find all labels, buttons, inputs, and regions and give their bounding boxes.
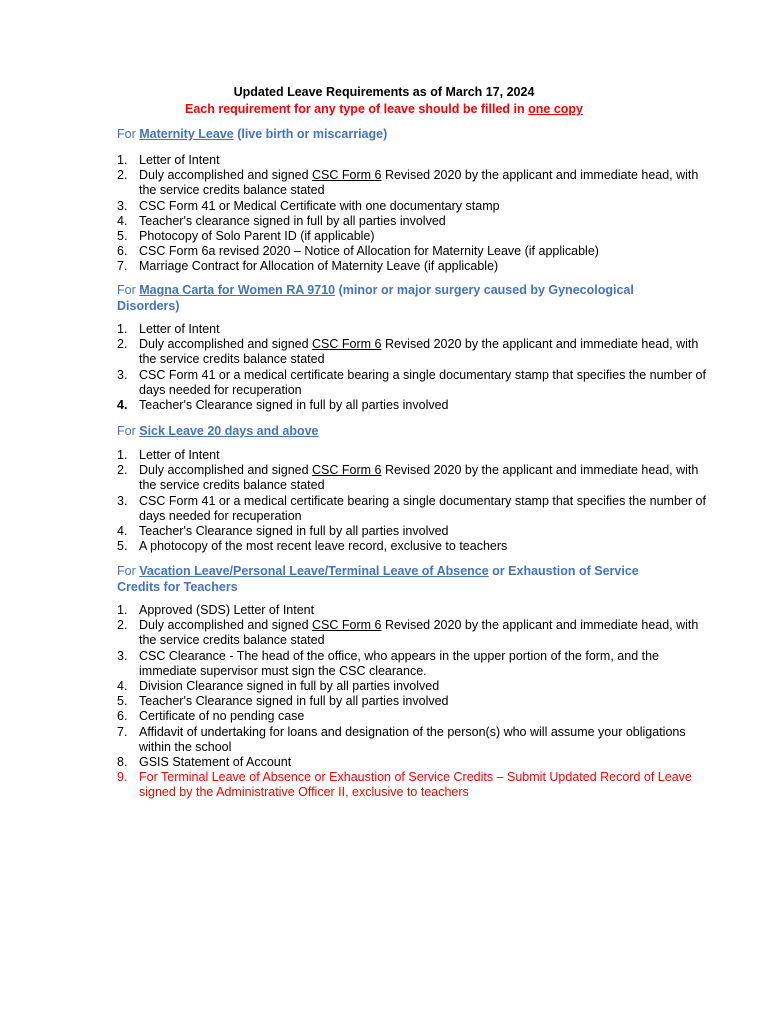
item-text: Photocopy of Solo Parent ID (if applicable)	[139, 229, 375, 244]
section-heading-vacation-leave	[117, 563, 677, 595]
item-number: 3.	[117, 198, 128, 213]
item-number: 3.	[117, 493, 128, 508]
subtitle-text: Each requirement for any type of leave should be filled in	[184, 102, 529, 116]
list-item	[117, 214, 717, 229]
list-item	[117, 368, 717, 398]
list-item	[117, 337, 717, 367]
item-number: 4.	[117, 679, 128, 694]
document-title	[0, 84, 768, 118]
heading-prefix: For	[117, 127, 140, 141]
list-item	[117, 494, 717, 524]
item-text: CSC Form 41 or a medical certificate bearing a single documentary stamp that specifies the number of days needed for recuperation	[139, 367, 706, 397]
section-heading-maternity	[117, 126, 677, 142]
item-number: 8.	[117, 755, 128, 770]
section-heading-sick-leave	[117, 423, 677, 439]
item-text: CSC Form 41 or Medical Certificate with one documentary stamp	[139, 198, 500, 213]
item-number: 2.	[117, 463, 128, 478]
item-text: For Terminal Leave of Absence or Exhaustion of Service Credits – Submit Updated Record of Leave signed by the Administrative Officer II, exclusive to teachers	[139, 770, 692, 800]
item-number: 6.	[117, 244, 128, 259]
list-item-highlighted	[117, 770, 717, 800]
item-text: Teacher's clearance signed in full by all parties involved	[139, 213, 446, 228]
item-text: Teacher's Clearance signed in full by all parties involved	[139, 694, 449, 709]
item-text: Teacher's Clearance signed in full by all parties involved	[139, 398, 449, 413]
item-text: Teacher's Clearance signed in full by all parties involved	[139, 524, 449, 539]
heading-suffix: or Exhaustion of Service Credits for Teachers	[117, 564, 639, 594]
subtitle-emphasis: one copy	[528, 102, 583, 116]
item-number: 2.	[117, 168, 128, 183]
subtitle-line	[0, 101, 768, 118]
heading-prefix: For	[117, 564, 140, 578]
item-number: 3.	[117, 648, 128, 663]
item-text: Duly accomplished and signed	[139, 463, 313, 478]
section-heading-magna-carta	[117, 282, 677, 314]
requirements-list-sick-leave	[117, 448, 717, 554]
item-text: Approved (SDS) Letter of Intent	[139, 603, 315, 617]
heading-link: Magna Carta for Women RA 9710	[139, 283, 336, 297]
item-underlined: CSC Form 6	[312, 618, 382, 633]
item-text: Letter of Intent	[139, 448, 220, 462]
list-item	[117, 679, 717, 694]
heading-link: Vacation Leave/Personal Leave/Terminal Leave of Absence	[139, 564, 489, 578]
item-number: 6.	[117, 709, 128, 724]
list-item	[117, 153, 717, 168]
item-text: Letter of Intent	[139, 322, 220, 336]
item-number: 2.	[117, 618, 128, 633]
heading-suffix: (live birth or miscarriage)	[233, 127, 388, 141]
item-underlined: CSC Form 6	[312, 463, 382, 478]
item-underlined: CSC Form 6	[312, 168, 382, 183]
list-item	[117, 244, 717, 259]
item-number: 2.	[117, 337, 128, 352]
list-item	[117, 463, 717, 493]
item-text: Letter of Intent	[139, 153, 220, 167]
item-text: Revised 2020 by the applicant and immediate head, with the service credits balance stated	[139, 337, 699, 367]
requirements-list-magna-carta	[117, 322, 717, 413]
item-number: 4.	[117, 213, 128, 228]
list-item	[117, 649, 717, 679]
item-number: 1.	[117, 153, 128, 167]
item-text: Certificate of no pending case	[139, 709, 305, 724]
item-number: 5.	[117, 539, 128, 554]
item-text: CSC Clearance - The head of the office, who appears in the upper portion of the form, and the immediate supervisor must sign the CSC clearance.	[139, 648, 659, 678]
list-item	[117, 322, 717, 337]
item-text: Duly accomplished and signed	[139, 618, 313, 633]
list-item	[117, 229, 717, 244]
item-text: Duly accomplished and signed	[139, 168, 313, 183]
item-number: 1.	[117, 448, 128, 462]
list-item	[117, 398, 717, 413]
item-text: Duly accomplished and signed	[139, 337, 313, 352]
item-number: 7.	[117, 259, 128, 274]
item-text: Marriage Contract for Allocation of Maternity Leave (if applicable)	[139, 259, 499, 274]
item-text: CSC Form 6a revised 2020 – Notice of Allocation for Maternity Leave (if applicable)	[139, 244, 599, 259]
list-item	[117, 709, 717, 724]
item-number: 7.	[117, 724, 128, 739]
list-item	[117, 755, 717, 770]
item-number: 4.	[117, 524, 128, 539]
list-item	[117, 618, 717, 648]
list-item	[117, 199, 717, 214]
item-text: CSC Form 41 or a medical certificate bearing a single documentary stamp that specifies the number of days needed for recuperation	[139, 493, 706, 523]
heading-prefix: For	[117, 424, 140, 438]
item-text: Revised 2020 by the applicant and immediate head, with the service credits balance stated	[139, 463, 699, 493]
list-item	[117, 259, 717, 274]
item-number: 3.	[117, 367, 128, 382]
heading-suffix: (minor or major surgery caused by Gynecological Disorders)	[117, 283, 634, 313]
title-line: Updated Leave Requirements as of March 17, 2024	[233, 85, 535, 99]
item-underlined: CSC Form 6	[312, 337, 382, 352]
heading-prefix: For	[117, 283, 140, 297]
list-item	[117, 725, 717, 755]
item-number: 1.	[117, 603, 128, 617]
item-text: GSIS Statement of Account	[139, 755, 292, 770]
item-number: 5.	[117, 694, 128, 709]
item-text: Division Clearance signed in full by all parties involved	[139, 679, 440, 694]
list-item	[117, 168, 717, 198]
item-text: A photocopy of the most recent leave record, exclusive to teachers	[139, 539, 508, 554]
item-text: Affidavit of undertaking for loans and designation of the person(s) who will assume your obligations within the school	[139, 724, 686, 754]
item-number: 9.	[117, 770, 128, 785]
item-number: 1.	[117, 322, 128, 336]
list-item	[117, 448, 717, 463]
heading-link: Sick Leave 20 days and above	[139, 424, 319, 438]
requirements-list-maternity	[117, 153, 717, 275]
heading-link: Maternity Leave	[139, 127, 234, 141]
list-item	[117, 524, 717, 539]
item-number: 5.	[117, 229, 128, 244]
item-number: 4.	[117, 398, 128, 413]
list-item	[117, 539, 717, 554]
requirements-list-vacation-leave	[117, 603, 717, 801]
list-item	[117, 603, 717, 618]
item-text: Revised 2020 by the applicant and immediate head, with the service credits balance stated	[139, 168, 699, 198]
list-item	[117, 694, 717, 709]
item-text: Revised 2020 by the applicant and immediate head, with the service credits balance stated	[139, 618, 699, 648]
